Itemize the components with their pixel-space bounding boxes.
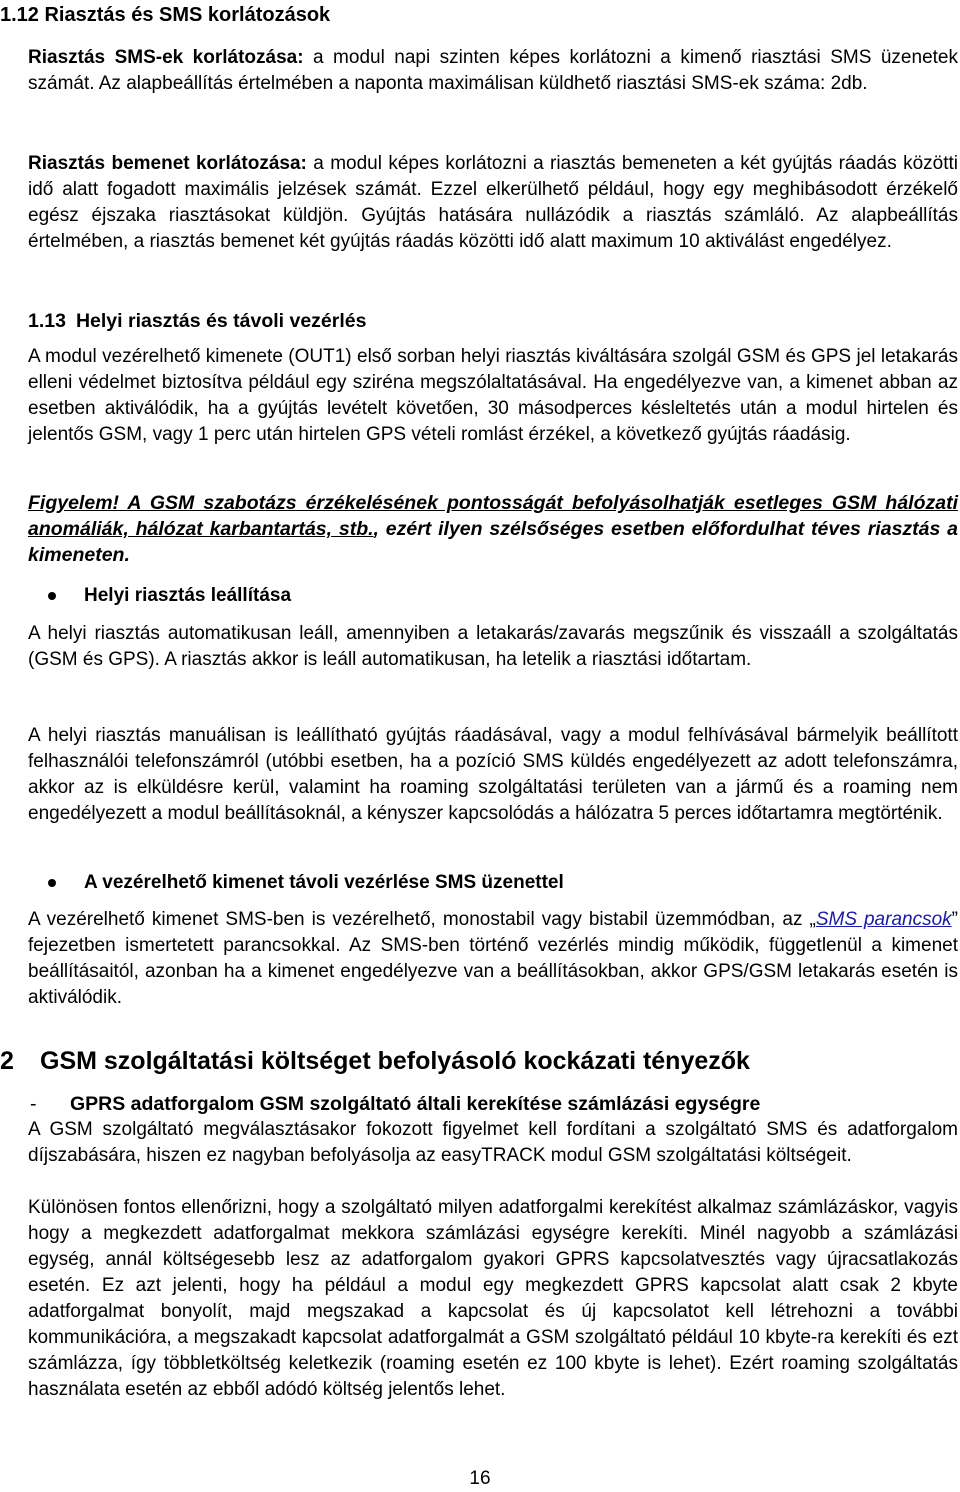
warning-note xyxy=(28,490,958,568)
paragraph-provider-choice: A GSM szolgáltató megválasztásakor fokozott figyelmet kell fordítani a szolgáltató SMS és adatforgalom díjszabására, hiszen ez nagyban befolyásolja az easyTRACK modul GSM szolgáltatási költségeit. xyxy=(28,1119,958,1166)
paragraph-text: a modul napi szinten képes korlátozni a kimenő riasztási SMS üzenetek számát. Az alapbeállítás értelmében a naponta maximálisan küldhető riasztási SMS-ek száma: 2db. xyxy=(28,47,958,94)
paragraph-text: ” fejezetben ismertetett parancsokkal. Az SMS-ben történő vezérlés mindig működik, függetlenül a kimenet beállításaitól, azonban ha a kimenet engedélyezve van a beállításokban, akkor GPS/GSM letakarás esetén is aktiválódik. xyxy=(28,909,958,1008)
bullet-heading-stop-alarm xyxy=(48,583,291,609)
paragraph-label: Riasztás SMS-ek korlátozása: xyxy=(28,47,304,68)
bullet-title: Helyi riasztás leállítása xyxy=(84,585,292,606)
paragraph-sms-limit xyxy=(28,45,958,97)
page-number: 16 xyxy=(469,1468,491,1489)
paragraph-local-alarm: A modul vezérelhető kimenete (OUT1) első sorban helyi riasztás kiváltására szolgál GSM és GPS jel letakarás elleni védelmet biztosítva például egy sziréna megszólaltatásával. Ha engedélyezve van, a kimenet abban az esetben aktiválódik, ha a gyújtás levételt követően, 30 másodperces késleltetés után a modul hirtelen és jelentős GSM, vagy 1 perc után hirtelen GPS vételi romlást érzékel, a következő gyújtás ráadásig. xyxy=(28,346,958,445)
paragraph-text: A vezérelhető kimenet SMS-ben is vezérelhető, monostabil vagy bistabil üzemmódban, az „ xyxy=(28,909,816,930)
subheading-title: GPRS adatforgalom GSM szolgáltató általi kerekítése számlázási egységre xyxy=(70,1093,761,1115)
paragraph-input-limit xyxy=(28,151,958,255)
warning-emphasis: Figyelem! A GSM szabotázs érzékelésének pontosságát befolyásolhatják esetleges GSM hálózati anomáliák, hálózat karbantartás, stb. xyxy=(28,492,958,540)
paragraph-text: a modul képes korlátozni a riasztás bemeneten a két gyújtás ráadás közötti idő alatt fogadott maximális jelzések számát. Ezzel elkerülhető például, hogy egy meghibásodott érzékelő egész éjszaka riasztásokat küldjön. Gyújtás hatására nullázódik a riasztás számláló. Az alapbeállítás értelmében, a riasztás bemenet két gyújtás ráadás közötti idő alatt maximum 10 aktiválást engedélyez. xyxy=(28,153,958,252)
chapter-title: GSM szolgáltatási költséget befolyásoló kockázati tényezők xyxy=(40,1047,750,1075)
section-number: 1.13 xyxy=(28,310,66,332)
paragraph-rounding-details: Különösen fontos ellenőrizni, hogy a szolgáltató milyen adatforgalmi kerekítést alkalmaz számlázáskor, vagyis hogy a megkezdett adatforgalmat mekkora számlázási egységre kerekíti. Minél nagyobb a számlázási egység, annál költségesebb lesz az adatforgalom gyakori GPRS kapcsolatvesztés vagy újracsatlakozás esetén. Ez azt jelenti, hogy ha például a modul egy megkezdett GPRS kapcsolat alatt csak 2 kbyte adatforgalmat bonyolít, majd megszakad a kapcsolat és új kapcsolatot kell létrehozni a további kommunikációra, a megszakadt kapcsolat adatforgalmát a GSM szolgáltató például 10 kbyte-ra kerekíti és ezt számlázza, így többletköltség keletkezik (roaming esetén ez 100 kbyte is lehet). Ezért roaming szolgáltatás használata esetén az ebből adódó költség jelentős lehet. xyxy=(28,1197,958,1400)
subheading-gprs-rounding xyxy=(30,1091,760,1117)
paragraph-sms-control xyxy=(28,907,958,1011)
paragraph-manual-stop: A helyi riasztás manuálisan is leállítható gyújtás ráadásával, vagy a modul felhívásával bármelyik beállított felhasználói telefonszámról (utóbbi esetben, ha a pozíció SMS küldés engedélyezett az adott telefonszámra, akkor az is elküldésre kerül, valamint ha roaming szolgáltatási területen van a jármű és a roaming nem engedélyezett a modul beállításoknál, a kényszer kapcsolódás a hálózatra 5 perces időtartamra megtörténik. xyxy=(28,725,958,824)
bullet-heading-remote-control xyxy=(48,870,564,896)
warning-rest: , ezért ilyen szélsőséges esetben előfordulhat téves riasztás a kimeneten. xyxy=(28,518,958,566)
paragraph-auto-stop: A helyi riasztás automatikusan leáll, amennyiben a letakarás/zavarás megszűnik és visszaáll a szolgáltatás (GSM és GPS). A riasztás akkor is leáll automatikusan, ha letelik a riasztási időtartam. xyxy=(28,623,958,670)
section-heading-1-13 xyxy=(28,308,366,334)
bullet-title: A vezérelhető kimenet távoli vezérlése SMS üzenettel xyxy=(84,872,564,893)
dash-marker: - xyxy=(30,1093,37,1115)
bullet-icon xyxy=(48,879,56,887)
chapter-heading-2 xyxy=(0,1045,750,1077)
paragraph-label: Riasztás bemenet korlátozása: xyxy=(28,153,307,174)
section-title: Helyi riasztás és távoli vezérlés xyxy=(75,310,367,332)
sms-commands-link[interactable]: SMS parancsok xyxy=(815,909,952,930)
chapter-number: 2 xyxy=(0,1047,14,1075)
bullet-icon xyxy=(48,592,56,600)
section-heading-1-12: 1.12 Riasztás és SMS korlátozások xyxy=(0,4,331,26)
